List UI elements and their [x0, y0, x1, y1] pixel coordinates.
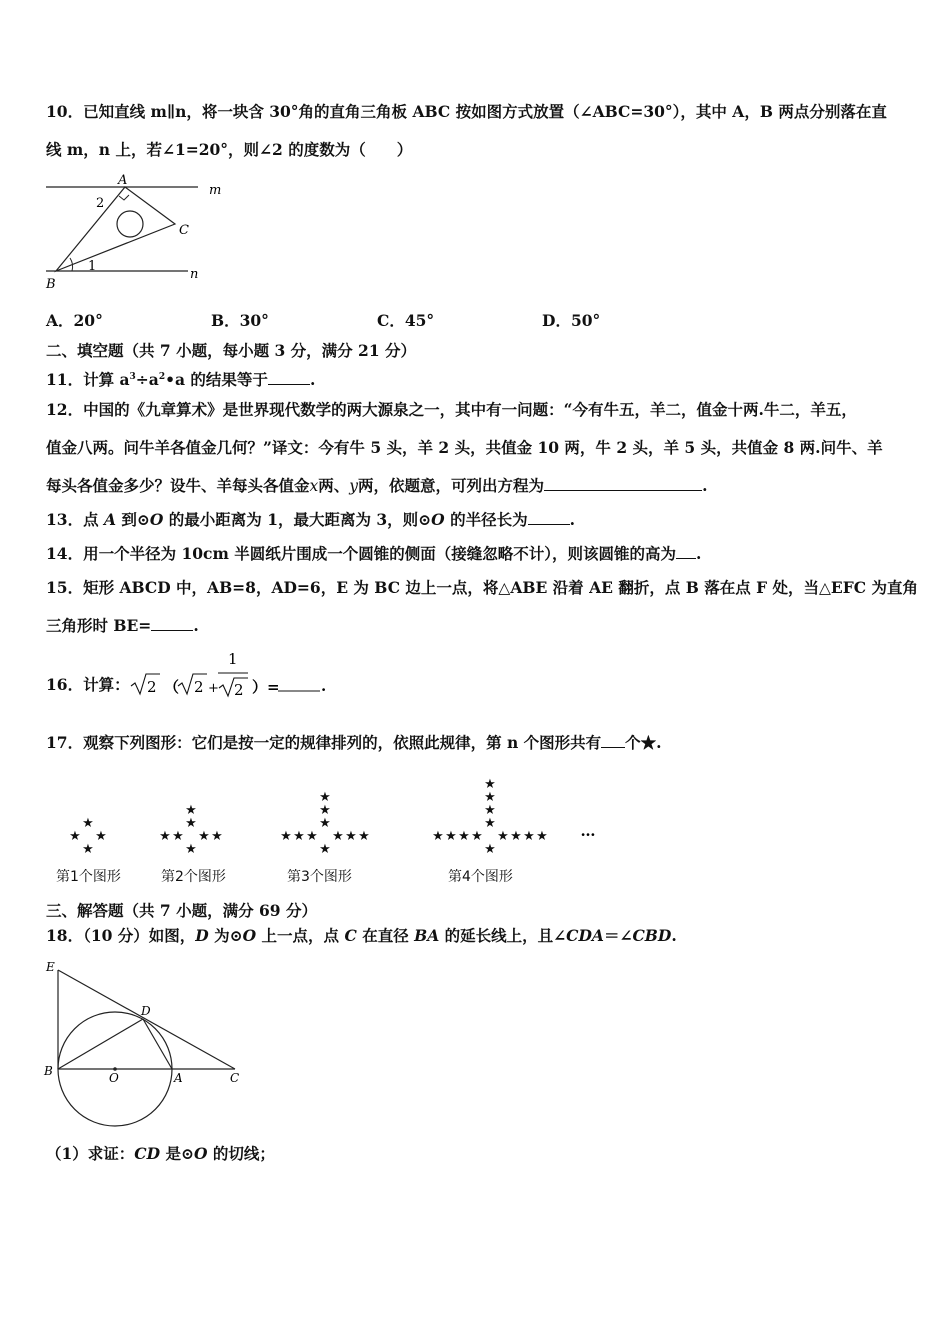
q16-radicand-1: 2	[147, 678, 157, 696]
star-icon: ★	[484, 790, 496, 805]
q16-plus: +	[208, 681, 219, 696]
star-icon: ★	[497, 829, 509, 844]
q17: 17．观察下列图形：它们是按一定的规律排列的，依照此规律，第 n 个图形共有 个★.	[46, 733, 662, 752]
star-icon: ★	[510, 829, 522, 844]
q12-line2: 值金八两。问牛羊各值金几何？”译文：今有牛 5 头，羊 2 头，共值金 10 两，牛 2 头，羊 5 头，共值金 8 两.问牛、羊	[46, 438, 883, 457]
star-icon: ★	[198, 829, 210, 844]
q18-part1: （1）求证：CD 是⊙O 的切线；	[46, 1144, 275, 1163]
q18-stem: 18．（10 分）如图，D 为⊙O 上一点，点 C 在直径 BA 的延长线上，且∠CDA＝∠CBD.	[46, 926, 677, 945]
star-icon: ★	[345, 829, 357, 844]
option-d: D．50°	[542, 311, 601, 330]
label-angle2: 2	[96, 196, 105, 211]
section3-title: 三、解答题（共 7 小题，满分 69 分）	[46, 901, 317, 920]
q16: 16．计算：	[46, 675, 130, 694]
star-icon: ★	[211, 829, 223, 844]
star-icon: ★	[484, 777, 496, 792]
star-icon: ★	[69, 829, 81, 844]
star-icon: ★	[185, 842, 197, 857]
star-icon: ★	[484, 803, 496, 818]
star-icon: ★	[432, 829, 444, 844]
q18-figure	[40, 958, 250, 1130]
option-c: C．45°	[377, 311, 435, 330]
q16-expression	[128, 648, 338, 700]
label-angle1: 1	[88, 259, 97, 274]
star-icon: ★	[358, 829, 370, 844]
q17-caption-3: 第3个图形	[287, 869, 352, 885]
section2-title: 二、填空题（共 7 小题，每小题 3 分，满分 21 分）	[46, 341, 417, 360]
star-icon: ★	[319, 842, 331, 857]
star-icon: ★	[280, 829, 292, 844]
q16-numerator: 1	[228, 650, 238, 668]
label-D: D	[141, 1004, 151, 1018]
star-icon: ★	[319, 790, 331, 805]
q16-radicand-3: 2	[234, 681, 244, 699]
q10-figure	[40, 168, 240, 292]
label-C: C	[179, 223, 189, 238]
q13: 13．点 A 到⊙O 的最小距离为 1，最大距离为 3，则⊙O 的半径长为 .	[46, 510, 575, 529]
q17-caption-1: 第1个图形	[56, 869, 121, 885]
q16-close: ）=	[252, 678, 280, 696]
option-a: A．20°	[46, 311, 103, 330]
q17-caption-2: 第2个图形	[161, 869, 226, 885]
q17-caption-4: 第4个图形	[448, 869, 513, 885]
label-O: O	[109, 1071, 119, 1085]
option-b: B．30°	[211, 311, 269, 330]
star-icon: ★	[484, 842, 496, 857]
q16-radicand-2: 2	[194, 678, 204, 696]
star-icon: ★	[471, 829, 483, 844]
q11: 11．计算 $a^3\div a^2•a$ 的结果等于 .	[46, 370, 316, 390]
q17-star-patterns	[50, 760, 610, 860]
label-B: B	[44, 1064, 53, 1078]
star-icon: ★	[445, 829, 457, 844]
star-icon: ★	[159, 829, 171, 844]
star-icon: ★	[319, 816, 331, 831]
star-icon: ★	[172, 829, 184, 844]
label-E: E	[46, 960, 55, 974]
star-icon: ★	[332, 829, 344, 844]
label-C: C	[230, 1071, 240, 1085]
star-icon: ★	[82, 842, 94, 857]
label-A: A	[174, 1071, 183, 1085]
star-icon: ★	[293, 829, 305, 844]
star-icon: ★	[306, 829, 318, 844]
q10-line1: 10．已知直线 m∥n，将一块含 30°角的直角三角板 ABC 按如图方式放置（∠ABC=30°），其中 A，B 两点分别落在直	[46, 102, 887, 121]
q16-end: .	[321, 677, 327, 695]
q16-open-paren: （	[164, 678, 180, 696]
label-n: n	[190, 267, 199, 282]
star-icon: ★	[536, 829, 548, 844]
label-A: A	[118, 173, 128, 188]
q14: 14．用一个半径为 10cm 半圆纸片围成一个圆锥的侧面（接缝忽略不计），则该圆锥的高为 .	[46, 544, 702, 563]
q17-ellipsis: …	[580, 822, 596, 840]
q10-line2: 线 m，n 上，若∠1=20°，则∠2 的度数为（ ）	[46, 140, 413, 159]
star-icon: ★	[484, 816, 496, 831]
star-icon: ★	[185, 803, 197, 818]
label-B: B	[46, 277, 56, 292]
label-m: m	[209, 183, 222, 198]
q12-line1: 12．中国的《九章算术》是世界现代数学的两大源泉之一，其中有一问题：“今有牛五，羊二，值金十两.牛二，羊五，	[46, 400, 857, 419]
star-icon: ★	[95, 829, 107, 844]
star-icon: ★	[458, 829, 470, 844]
star-icon: ★	[185, 816, 197, 831]
q15-line1: 15．矩形 ABCD 中，AB=8，AD=6，E 为 BC 边上一点，将△ABE 沿着 AE 翻折，点 B 落在点 F 处，当△EFC 为直角	[46, 578, 918, 597]
q15-line2: 三角形时 BE= .	[46, 616, 199, 635]
star-icon: ★	[82, 816, 94, 831]
star-icon: ★	[319, 803, 331, 818]
star-icon: ★	[523, 829, 535, 844]
q12-line3: 每头各值金多少？设牛、羊每头各值金x两、y两，依题意，可列出方程为 .	[46, 476, 708, 495]
